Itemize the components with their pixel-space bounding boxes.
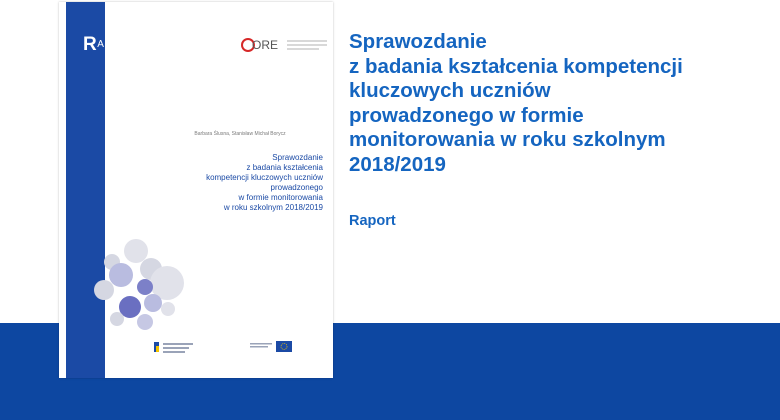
- cover-decorative-circles: [59, 2, 333, 378]
- ore-logo-text: ORE: [252, 38, 279, 52]
- eu-logo-text-line: [250, 343, 272, 345]
- cover-circle: [137, 314, 153, 330]
- report-title: Sprawozdanie z badania kształcenia kompetencji kluczowych uczniów prowadzonego w formie monitorowania w roku szkolnym 2018/2019: [349, 30, 683, 176]
- fe-logo-text-line: [163, 351, 185, 353]
- cover-raport-initial: R: [83, 34, 98, 55]
- eu-flag-icon: [276, 341, 292, 352]
- report-cover-image: [59, 2, 333, 378]
- cover-circle: [110, 312, 124, 326]
- cover-raport-rest: APORT: [97, 39, 135, 50]
- cover-circle: [161, 302, 175, 316]
- cover-circle: [144, 294, 162, 312]
- cover-circle: [137, 279, 153, 295]
- report-subtitle: Raport: [349, 213, 396, 229]
- fe-logo-accent: [156, 346, 159, 352]
- cover-footer-logos: [154, 334, 324, 360]
- fe-logo-text-line: [163, 343, 193, 345]
- cover-title: Sprawozdanie z badania kształcenia kompetencji kluczowych uczniów prowadzonego w formie monitorowania w roku szkolnym 2018/2019: [206, 153, 323, 212]
- fe-logo-text-line: [163, 347, 189, 349]
- cover-circle: [124, 239, 148, 263]
- cover-circle: [109, 263, 133, 287]
- eu-logo-text-line: [250, 346, 268, 348]
- cover-circle: [94, 280, 114, 300]
- cover-authors: Barbara Ślusna, Stanisław Michał Borycz: [194, 131, 286, 137]
